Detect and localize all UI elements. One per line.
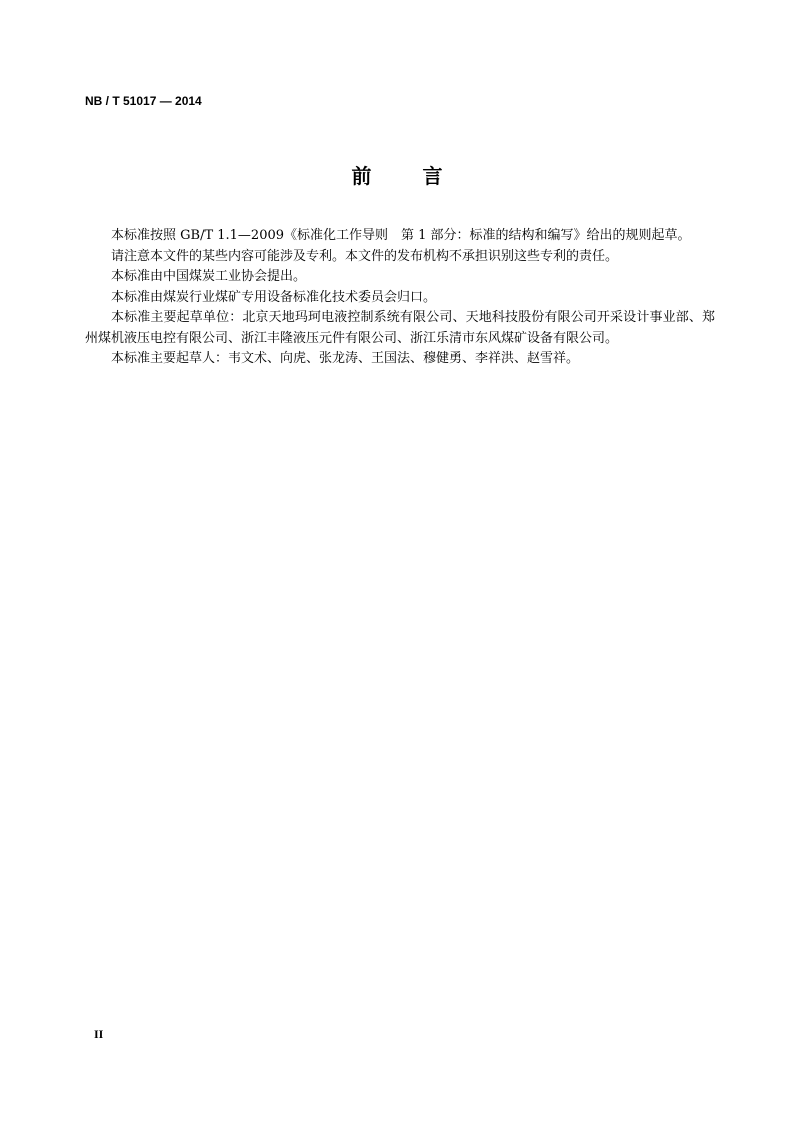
- paragraph-proposer: 本标准由中国煤炭工业协会提出。: [111, 269, 307, 284]
- section-title: [0, 160, 794, 189]
- paragraph-drafting-rules: 本标准按照 GB/T 1.1—2009《标准化工作导则 第 1 部分：标准的结构和编写》给出的规则起草。: [111, 228, 691, 243]
- paragraph-drafters: 本标准主要起草人：韦文术、向虎、张龙涛、王国法、穆健勇、李祥洪、赵雪祥。: [111, 351, 580, 366]
- paragraph-patent-notice: 请注意本文件的某些内容可能涉及专利。本文件的发布机构不承担识别这些专利的责任。: [111, 248, 619, 264]
- title-char-2: 言: [422, 164, 443, 188]
- title-char-1: 前: [351, 164, 372, 188]
- document-code-header: NB / T 51017 — 2014: [85, 94, 202, 108]
- foreword-body: [85, 226, 715, 370]
- paragraph-drafting-units: 本标准主要起草单位：北京天地玛珂电液控制系统有限公司、天地科技股份有限公司开采设计事业部、郑州煤机液压电控有限公司、浙江丰隆液压元件有限公司、浙江乐清市东风煤矿设备有限公司。: [85, 310, 715, 346]
- page-number: II: [94, 1027, 104, 1041]
- paragraph-committee: 本标准由煤炭行业煤矿专用设备标准化技术委员会归口。: [111, 289, 437, 305]
